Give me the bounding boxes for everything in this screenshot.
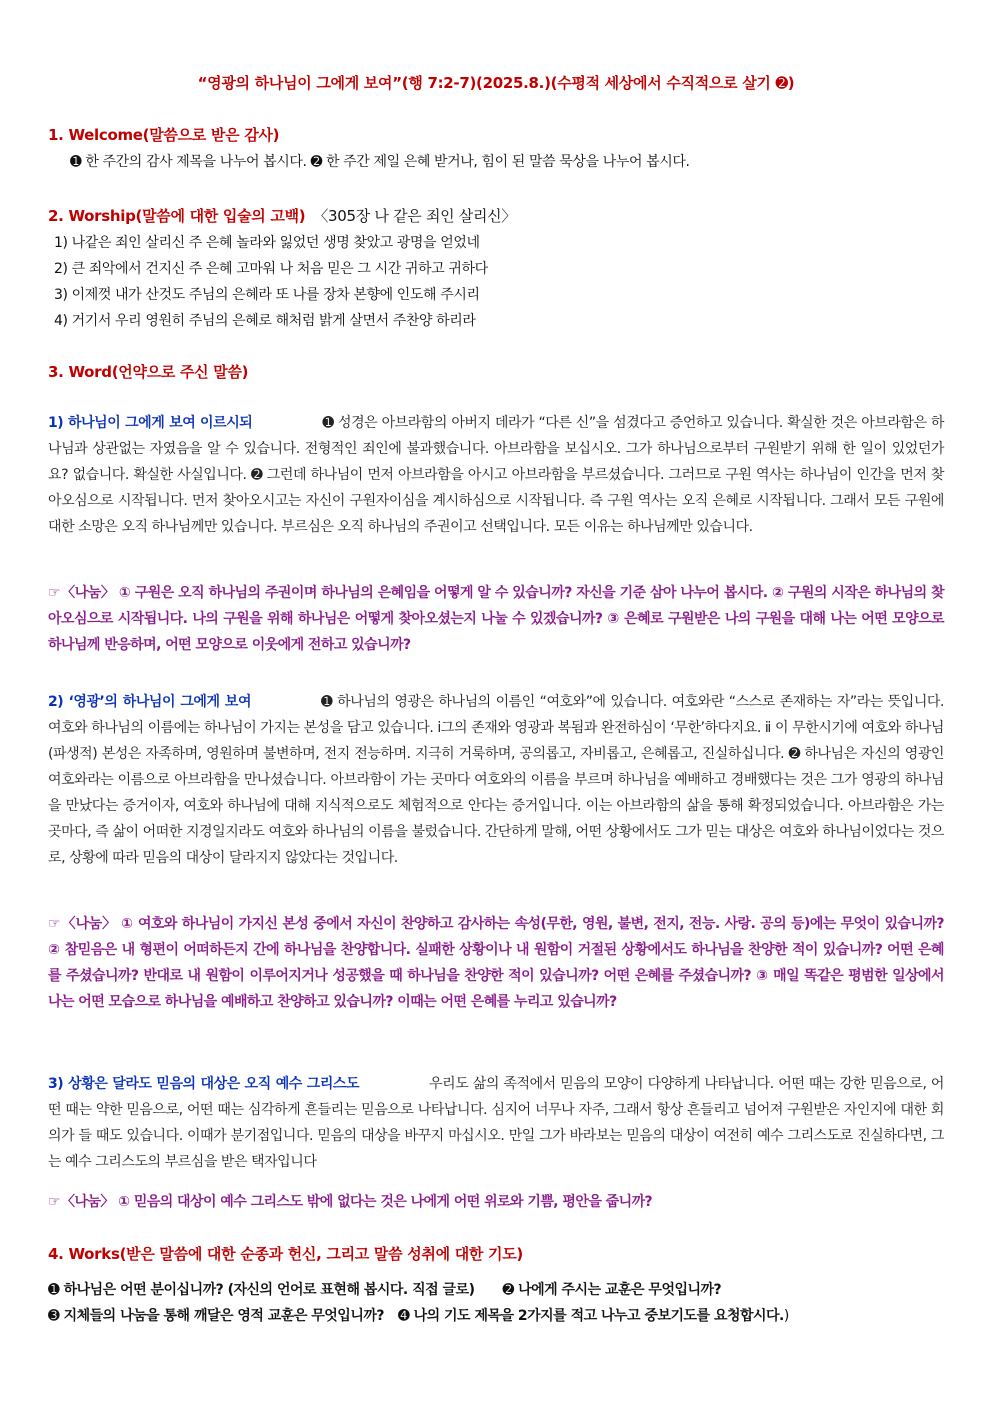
document-title <box>0 72 992 93</box>
works-item-4: ➍ 나의 기도 제목을 2가지를 적고 나누고 중보기도를 요청합시다. <box>398 1308 784 1324</box>
welcome-heading: 1. Welcome(말씀으로 받은 감사) <box>48 126 280 144</box>
point-heading: 2) ‘영광’의 하나님이 그에게 보여 <box>48 694 252 710</box>
pointing-hand-icon: ☞ <box>48 1194 61 1210</box>
works-heading: 4. Works(받은 말씀에 대한 순종과 헌신, 그리고 말씀 성취에 대한 기도) <box>48 1245 523 1263</box>
works-line-1 <box>48 1279 721 1299</box>
worship-heading-label: 2. Worship(말씀에 대한 입술의 고백) <box>48 207 306 225</box>
hymn-title: 〈305장 나 같은 죄인 살리신〉 <box>313 207 517 225</box>
point-heading: 1) 하나님이 그에게 보여 이르시되 <box>48 415 253 431</box>
hymn-verse: 4) 거기서 우리 영원히 주님의 은혜로 해처럼 밝게 살면서 주찬양 하리라 <box>54 313 476 329</box>
sharing-questions-3 <box>48 1189 944 1215</box>
pointing-hand-icon: ☞ <box>48 916 61 932</box>
worship-heading <box>48 205 516 226</box>
point-body: 우리도 삶의 족적에서 믿음의 모양이 다양하게 나타납니다. 어떤 때는 강한 믿음으로, 어떤 때는 약한 믿음으로, 어떤 때는 심각하게 흔들리는 믿음으로 나타납니다. 심지어 너무나 자주, 그래서 항상 흔들리고 넘어져 구원받은 자인지에 대한 회의가 들 때도 있습니다. 이때가 분기점입니다. 믿음의 대상을 바꾸지 마십시오. 만일 그가 바라보는 믿음의 대상이 여전히 예수 그리스도로 진실하다면, 그는 예수 그리스도의 부르심을 받은 택자입니다 <box>48 1076 944 1170</box>
works-line-2 <box>48 1305 789 1325</box>
sharing-text: 〈나눔〉 ① 구원은 오직 하나님의 주권이며 하나님의 은혜임을 어떻게 알 수 있습니까? 자신을 기준 삼아 나누어 봅시다. ② 구원의 시작은 하나님의 찾아오심으로 시작됩니다. 나의 구원을 위해 하나님은 어떻게 찾아오셨는지 나눌 수 있겠습니까? ③ 은혜로 구원받은 나의 구원을 대해 나는 어떤 모양으로 하나님께 반응하며, 어떤 모양으로 이웃에게 전하고 있습니까? <box>48 585 944 653</box>
sharing-text: 〈나눔〉 ① 여호와 하나님이 가지신 본성 중에서 자신이 찬양하고 감사하는 속성(무한, 영원, 불변, 전지, 전능. 사랑. 공의 등)에는 무엇이 있습니까? ② 참믿음은 내 형편이 어떠하든지 간에 하나님을 찬양합니다. 실패한 상황이나 내 원함이 거절된 상황에서도 하나님을 찬양한 적이 있습니까? 어떤 은혜를 주셨습니까? 반대로 내 원함이 이루어지거나 성공했을 때 하나님을 찬양한 적이 있습니까? 어떤 은혜를 주셨습니까? ③ 매일 똑같은 평범한 일상에서 나는 어떤 모습으로 하나님을 예배하고 찬양하고 있습니까? 이때는 어떤 은혜를 누리고 있습니까? <box>48 916 944 1010</box>
word-point-3 <box>48 1071 944 1175</box>
word-point-1 <box>48 410 944 540</box>
hymn-verse: 2) 큰 죄악에서 건지신 주 은혜 고마워 나 처음 믿은 그 시간 귀하고 귀하다 <box>54 261 488 277</box>
word-heading: 3. Word(언약으로 주신 말씀) <box>48 363 249 381</box>
hymn-verse: 3) 이제껏 내가 산것도 주님의 은혜라 또 나를 장차 본향에 인도해 주시리 <box>54 287 480 303</box>
hymn-verse: 1) 나같은 죄인 살리신 주 은혜 놀라와 잃었던 생명 찾았고 광명을 얻었네 <box>54 235 480 251</box>
sharing-questions-1 <box>48 580 944 658</box>
title-subtitle: (행 7:2-7)(2025.8.)(수평적 세상에서 수직적으로 살기 ➋) <box>401 74 795 92</box>
works-item-2: ➋ 나에게 주시는 교훈은 무엇입니까? <box>502 1282 722 1298</box>
point-heading: 3) 상황은 달라도 믿음의 대상은 오직 예수 그리스도 <box>48 1076 360 1092</box>
sharing-text: 〈나눔〉 ① 믿음의 대상이 예수 그리스도 밖에 없다는 것은 나에게 어떤 위로와 기쁨, 평안을 줍니까? <box>61 1194 653 1210</box>
word-point-2 <box>48 689 944 871</box>
closing-paren: ) <box>783 1308 789 1324</box>
point-body: ➊ 하나님의 영광은 하나님의 이름인 “여호와”에 있습니다. 여호와란 “스스로 존재하는 자”라는 뜻입니다. 여호와 하나님의 이름에는 하나님이 가지는 본성을 담고 있습니다. ⅰ그의 존재와 영광과 복됨과 완전하심이 ‘무한’하다지요. ⅱ 이 무한시기에 여호와 하나님 (파생적) 본성은 자족하며, 영원하며 불변하며, 전지 전능하며. 지극히 거룩하며, 공의롭고, 자비롭고, 은혜롭고, 진실하십니다. ➋ 하나님은 자신의 영광인 여호와라는 이름으로 아브라함을 만나셨습니다. 아브라함이 가는 곳마다 여호와의 이름을 부르며 하나님을 예배하고 경배했다는 것은 그가 영광의 하나님을 만났다는 증거이자, 여호와 하나님에 대해 지식적으로도 체험적으로 안다는 증거입니다. 이는 아브라함의 삶을 통해 확정되었습니다. 아브라함은 가는 곳마다, 즉 삶이 어떠한 지경일지라도 여호와 하나님의 이름을 불렀습니다. 간단하게 말해, 어떤 상황에서도 그가 믿는 대상은 여호와 하나님이었다는 것으로, 상황에 따라 믿음의 대상이 달라지지 않았다는 것입니다. <box>48 694 945 866</box>
works-item-3: ➌ 지체들의 나눔을 통해 깨달은 영적 교훈은 무엇입니까? <box>48 1308 384 1324</box>
title-main: “영광의 하나님이 그에게 보여” <box>197 74 402 92</box>
point-body: ➊ 성경은 아브라함의 아버지 데라가 “다른 신”을 섬겼다고 증언하고 있습니다. 확실한 것은 아브라함은 하나님과 상관없는 자였음을 알 수 있습니다. 전형적인 죄인에 불과했습니다. 아브라함을 보십시오. 그가 하나님으로부터 구원받기 위해 한 일이 있었던가요? 없습니다. 확실한 사실입니다. ➋ 그런데 하나님이 먼저 아브라함을 아시고 아브라함을 부르셨습니다. 그러므로 구원 역사는 하나님이 인간을 먼저 찾아오심으로 시작됩니다. 먼저 찾아오시고는 자신이 구원자이심을 계시하심으로 시작됩니다. 즉 구원 역사는 오직 은혜로 시작됩니다. 그래서 모든 구원에 대한 소망은 오직 하나님께만 있습니다. 부르심은 오직 하나님의 주권이고 선택입니다. 모든 이유는 하나님께만 있습니다. <box>48 415 944 535</box>
sharing-questions-2 <box>48 911 944 1015</box>
pointing-hand-icon: ☞ <box>48 585 61 601</box>
works-item-1: ➊ 하나님은 어떤 분이십니까? (자신의 언어로 표현해 봅시다. 직접 글로) <box>48 1282 475 1298</box>
welcome-text: ➊ 한 주간의 감사 제목을 나누어 봅시다. ➋ 한 주간 제일 은혜 받거나, 힘이 된 말씀 묵상을 나누어 봅시다. <box>70 154 690 170</box>
